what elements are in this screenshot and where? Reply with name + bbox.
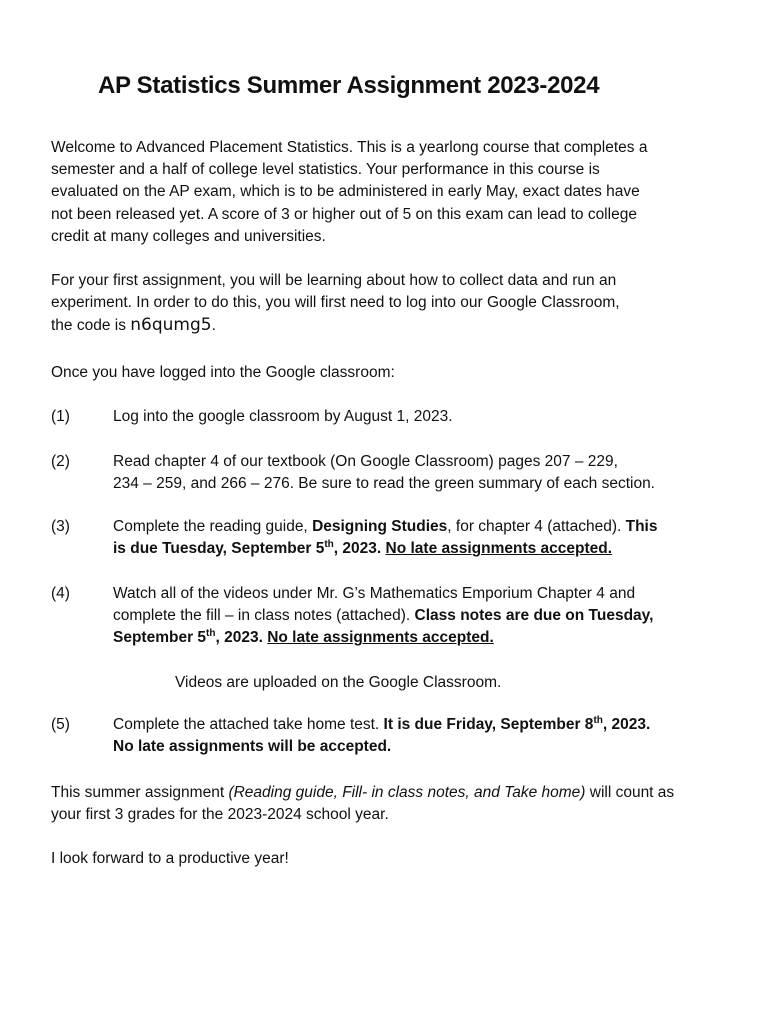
summary-paragraph (51, 782, 716, 826)
code-suffix: . (211, 317, 216, 335)
first-assignment-line: For your first assignment, you will be learning about how to collect data and run an (51, 272, 617, 289)
reading-guide-title: Designing Studies (312, 518, 448, 535)
late-policy: No late assignments will be accepted. (113, 738, 392, 756)
late-policy: No late assignments accepted. (385, 540, 613, 558)
first-assignment-paragraph (51, 270, 716, 338)
item-number: (3) (51, 518, 70, 535)
late-policy: No late assignments accepted. (267, 629, 494, 647)
classroom-code: n6qumg5 (130, 315, 212, 336)
item-text: Read chapter 4 of our textbook (On Google Classroom) pages 207 – 229, (113, 453, 618, 470)
due-date: It is due Friday, September 8 (383, 716, 594, 733)
intro-line: credit at many colleges and universities. (51, 227, 326, 245)
once-logged-text: Once you have logged into the Google classroom: (51, 364, 395, 381)
first-assignment-line (51, 314, 716, 337)
item-text: September 5th, 2023. No late assignments accepted. (113, 628, 494, 647)
intro-line: semester and a half of college level statistics. Your performance in this course is (51, 161, 600, 179)
page-title: AP Statistics Summer Assignment 2023-2024 (98, 72, 600, 99)
item-text: is due Tuesday, September 5th, 2023. No late assignments accepted. (113, 539, 613, 558)
due-date: is due Tuesday, September 5 (113, 540, 325, 558)
item-text: Watch all of the videos under Mr. G’s Mathematics Emporium Chapter 4 and (113, 585, 636, 602)
first-assignment-line: experiment. In order to do this, you will first need to log into our Google Classroom, (51, 294, 620, 312)
summary-line: your first 3 grades for the 2023-2024 school year. (51, 806, 389, 824)
intro-paragraph (51, 137, 716, 248)
item-text: Complete the reading guide, Designing Studies, for chapter 4 (attached). This (113, 518, 658, 535)
item-text: 234 – 259, and 266 – 276. Be sure to read the green summary of each section. (113, 475, 655, 493)
item-text: Complete the attached take home test. It is due Friday, September 8th, 2023. (113, 715, 651, 733)
item-number: (2) (51, 453, 70, 470)
video-note: Videos are uploaded on the Google Classroom. (175, 674, 502, 691)
item-text (113, 736, 733, 758)
summary-line: This summer assignment (Reading guide, Fill- in class notes, and Take home) will count as (51, 784, 675, 801)
intro-line: Welcome to Advanced Placement Statistics. This is a yearlong course that completes a (51, 139, 648, 156)
closing-text: I look forward to a productive year! (51, 850, 289, 867)
item-text: complete the fill – in class notes (attached). Class notes are due on Tuesday, (113, 607, 654, 625)
code-prefix: the code is (51, 317, 131, 335)
item-number: (5) (51, 716, 70, 733)
item-text: Log into the google classroom by August 1, 2023. (113, 408, 453, 425)
intro-line: not been released yet. A score of 3 or higher out of 5 on this exam can lead to college (51, 205, 637, 223)
item-number: (1) (51, 408, 70, 425)
intro-line: evaluated on the AP exam, which is to be administered in early May, exact dates have (51, 183, 640, 201)
due-date: Class notes are due on Tuesday, (414, 607, 654, 625)
item-number: (4) (51, 585, 70, 602)
